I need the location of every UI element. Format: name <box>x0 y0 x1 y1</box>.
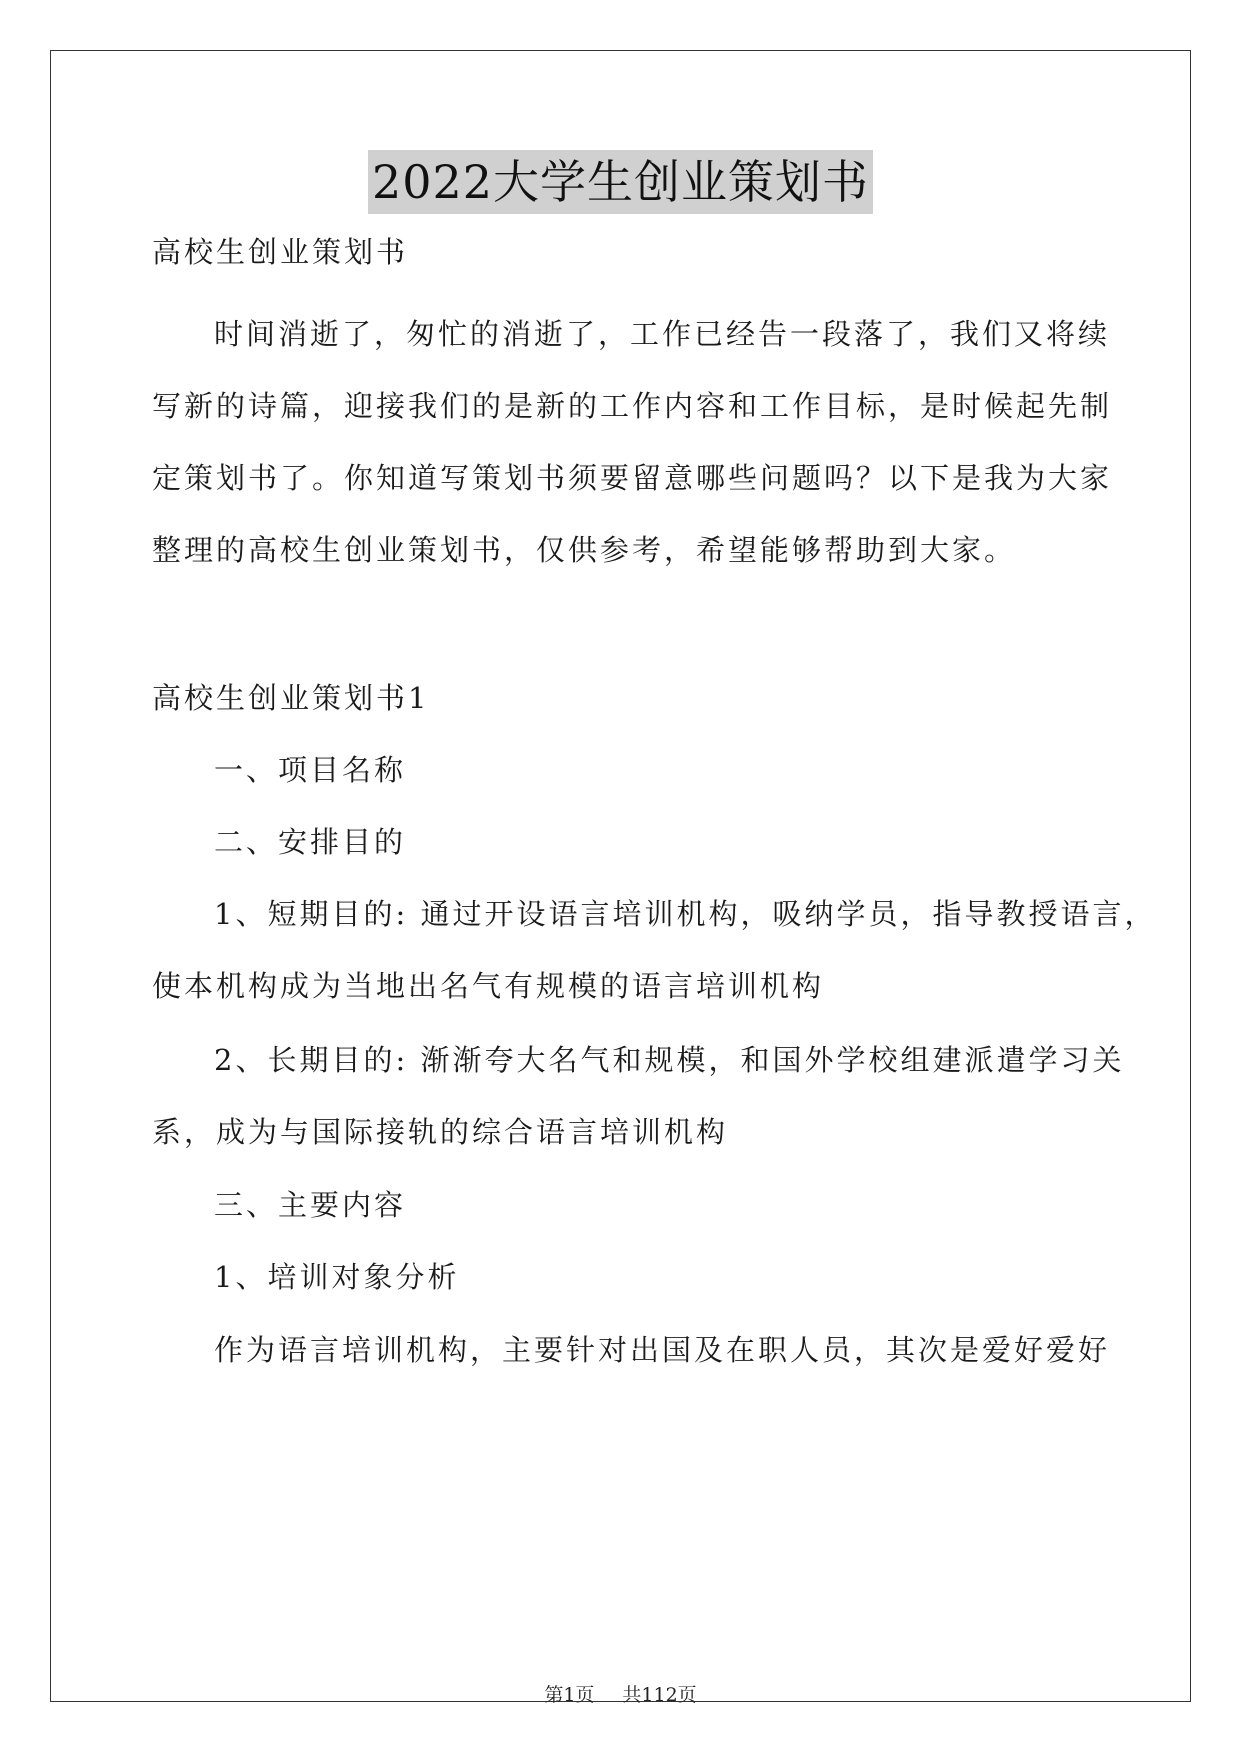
page-number: 第1页 <box>544 1684 595 1706</box>
paragraph-line: 整理的高校生创业策划书，仅供参考，希望能够帮助到大家。 <box>152 533 1017 567</box>
paragraph-line: 写新的诗篇，迎接我们的是新的工作内容和工作目标，是时候起先制 <box>152 389 1113 423</box>
paragraph-line: 使本机构成为当地出名气有规模的语言培训机构 <box>152 969 825 1003</box>
paragraph-line: 2、长期目的: 渐渐夸大名气和规模，和国外学校组建派遣学习关 <box>214 1043 1125 1077</box>
document-title-container <box>0 150 1241 214</box>
page-total: 共112页 <box>622 1684 697 1706</box>
page-footer <box>0 1683 1241 1707</box>
subsection-heading: 一、项目名称 <box>214 753 407 787</box>
paragraph-line: 定策划书了。你知道写策划书须要留意哪些问题吗？以下是我为大家 <box>152 461 1113 495</box>
page-border <box>50 50 1191 1702</box>
paragraph-line: 系，成为与国际接轨的综合语言培训机构 <box>152 1115 729 1149</box>
subsection-heading: 三、主要内容 <box>214 1188 407 1222</box>
paragraph-line: 作为语言培训机构，主要针对出国及在职人员，其次是爱好爱好 <box>214 1333 1111 1367</box>
paragraph-line: 1、短期目的: 通过开设语言培训机构，吸纳学员，指导教授语言， <box>214 897 1157 931</box>
section-heading: 高校生创业策划书 <box>152 235 409 269</box>
paragraph-line: 时间消逝了，匆忙的消逝了，工作已经告一段落了，我们又将续 <box>214 317 1111 351</box>
subsection-heading: 二、安排目的 <box>214 825 407 859</box>
subsection-heading: 1、培训对象分析 <box>214 1260 460 1294</box>
section-heading: 高校生创业策划书1 <box>152 681 430 715</box>
document-title: 2022大学生创业策划书 <box>368 150 873 214</box>
